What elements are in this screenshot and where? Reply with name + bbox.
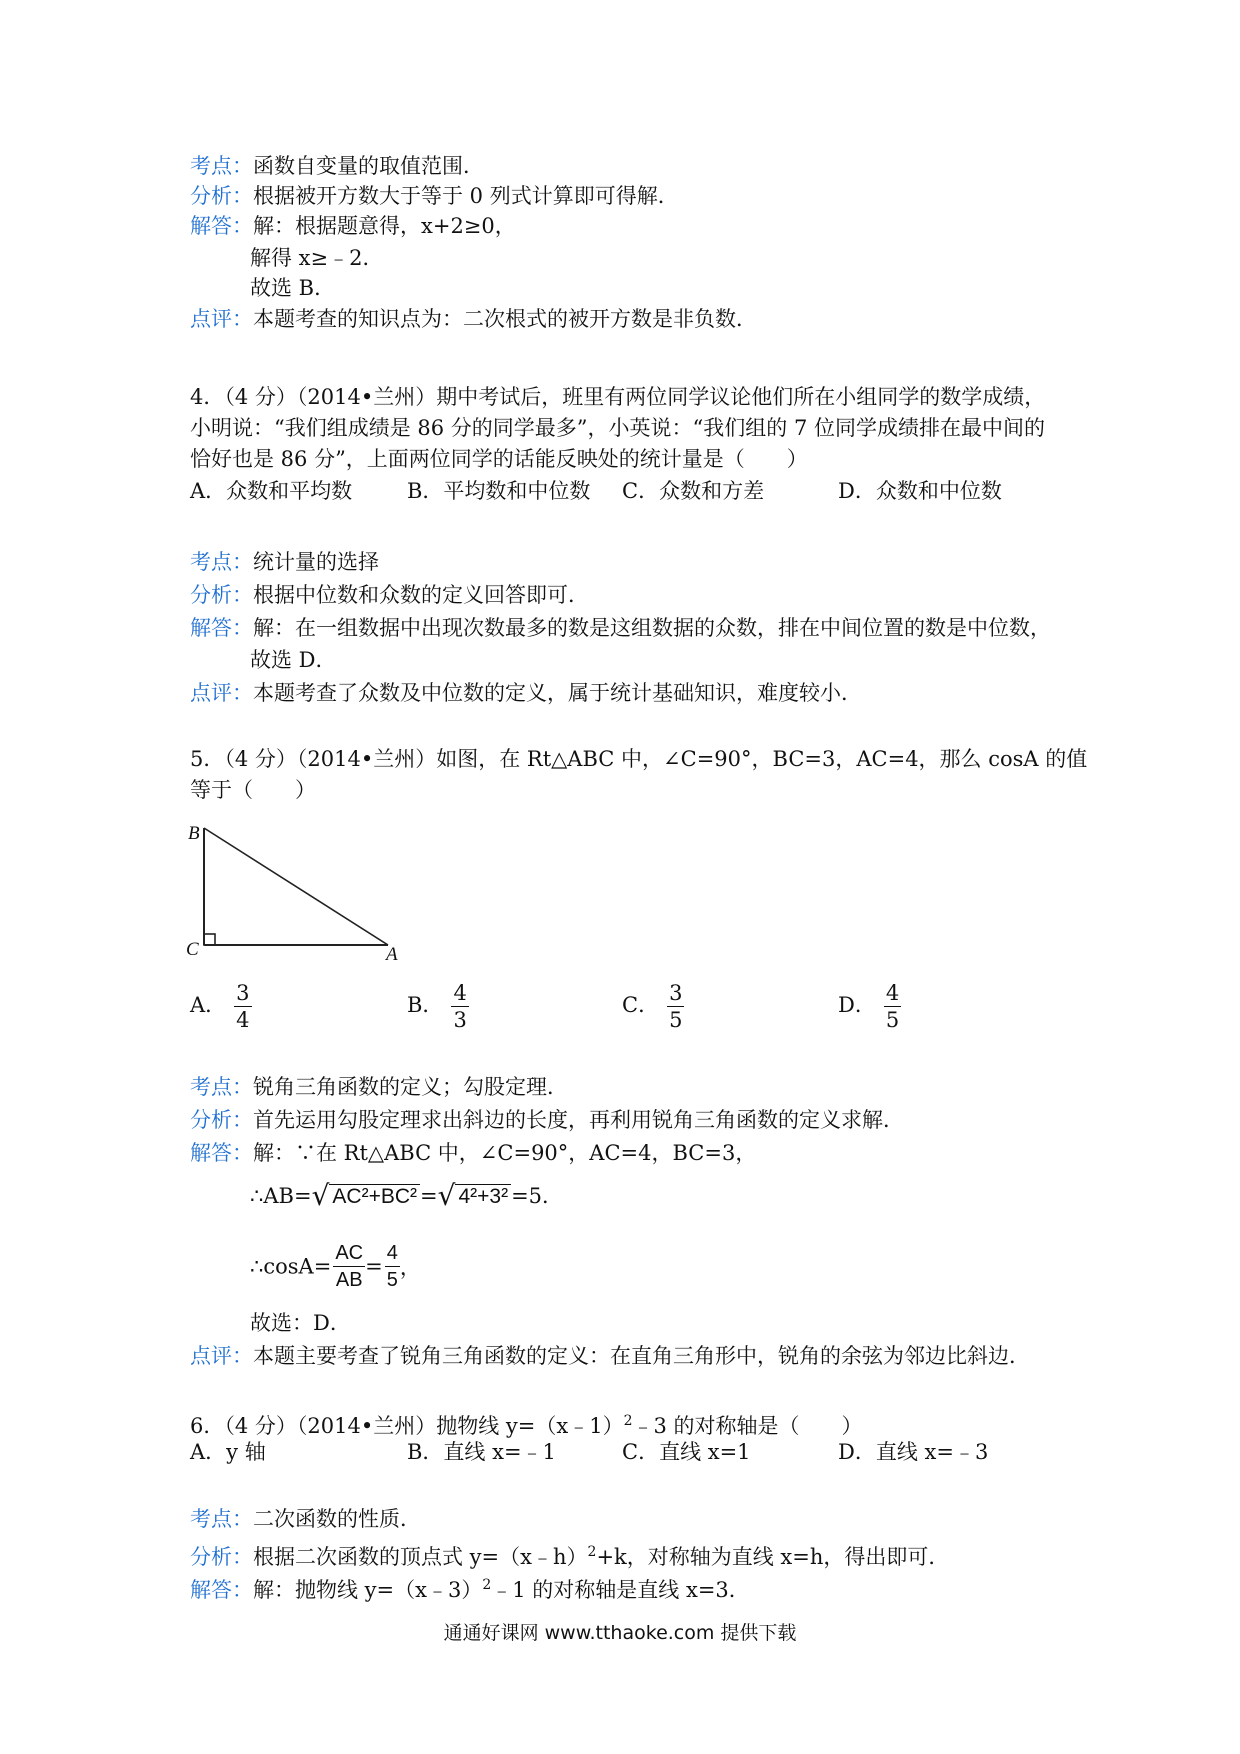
sqrt-icon: √ xyxy=(311,1179,330,1212)
kaodian-text: 二次函数的性质． xyxy=(253,1507,421,1531)
fenxi-line xyxy=(190,1105,904,1135)
fraction xyxy=(385,1240,400,1293)
option-fraction xyxy=(234,980,251,1033)
fraction-numerator: 3 xyxy=(669,981,683,1005)
right-angle-mark xyxy=(204,934,215,945)
fraction-numerator: 4 xyxy=(885,981,900,1005)
equation-prefix: ∴cosA= xyxy=(250,1254,332,1279)
jieda-line xyxy=(190,1570,750,1605)
question-stem: 4．（4 分）（2014•兰州）期中考试后，班里有两位同学议论他们所在小组同学的数学成绩， xyxy=(190,385,1046,409)
side-ab xyxy=(204,828,388,945)
kaodian-label: 考点： xyxy=(190,154,253,178)
option-d: D．众数和中位数 xyxy=(838,479,1002,503)
page-footer: 通通好课网 www.tthaoke.com 提供下载 xyxy=(443,1622,797,1644)
dianping-line xyxy=(190,678,862,708)
option-d: D．直线 x=﹣3 xyxy=(838,1440,989,1464)
option-fraction xyxy=(451,980,468,1033)
fenxi-line xyxy=(190,580,589,610)
equation-prefix: ∴AB= xyxy=(250,1184,312,1208)
jieda-label: 解答： xyxy=(190,616,253,640)
jieda-label: 解答： xyxy=(190,1141,253,1165)
fraction-denominator: 5 xyxy=(885,1008,900,1032)
dianping-label: 点评： xyxy=(190,1344,253,1368)
option-letter: C． xyxy=(622,993,660,1017)
kaodian-label: 考点： xyxy=(190,1507,253,1531)
fenxi-label: 分析： xyxy=(190,184,253,208)
kaodian-text: 锐角三角函数的定义；勾股定理． xyxy=(253,1075,568,1099)
option-a: A．众数和平均数 xyxy=(190,479,353,503)
fraction-denominator: 4 xyxy=(236,1008,250,1032)
option-c xyxy=(622,980,684,1033)
jieda-text: 解：抛物线 y=（x﹣3） xyxy=(253,1578,483,1602)
jieda-line xyxy=(190,613,1051,643)
fraction-denominator: AB xyxy=(335,1269,363,1291)
kaodian-line xyxy=(190,1504,421,1534)
vertex-c-label: C xyxy=(186,939,199,960)
fenxi-label: 分析： xyxy=(190,583,253,607)
equals-sign: = xyxy=(365,1254,383,1279)
jieda-text: 故选 D． xyxy=(250,648,337,672)
vertex-b-label: B xyxy=(188,823,200,844)
option-c: C．众数和方差 xyxy=(622,479,765,503)
option-fraction xyxy=(667,980,684,1033)
option-letter: A． xyxy=(190,993,227,1017)
fraction-numerator: 3 xyxy=(236,981,250,1005)
question-stem xyxy=(190,1406,863,1441)
dianping-label: 点评： xyxy=(190,307,253,331)
jieda-text: 故选 B． xyxy=(250,276,336,300)
fraction xyxy=(333,1240,365,1293)
superscript: 2 xyxy=(623,1413,633,1429)
fenxi-text: 根据被开方数大于等于 0 列式计算即可得解． xyxy=(253,184,679,208)
option-letter: B． xyxy=(407,993,444,1017)
cos-equation xyxy=(250,1240,421,1296)
option-c: C．直线 x=1 xyxy=(622,1440,751,1464)
fraction-denominator: 3 xyxy=(453,1008,467,1032)
superscript: 2 xyxy=(587,1544,597,1560)
dianping-label: 点评： xyxy=(190,681,253,705)
kaodian-label: 考点： xyxy=(190,1075,253,1099)
jieda-label: 解答： xyxy=(190,214,253,238)
fenxi-label: 分析： xyxy=(190,1108,253,1132)
equals-sign: = xyxy=(420,1184,438,1208)
option-b: B．直线 x=﹣1 xyxy=(407,1440,556,1464)
dianping-line xyxy=(190,304,757,334)
option-a xyxy=(190,980,252,1033)
fenxi-text: +k，对称轴为直线 x=h，得出即可． xyxy=(596,1545,950,1569)
option-b: B．平均数和中位数 xyxy=(407,479,591,503)
dianping-line xyxy=(190,1341,1030,1371)
superscript: 2 xyxy=(482,1577,492,1593)
dianping-text: 本题考查的知识点为：二次根式的被开方数是非负数． xyxy=(253,307,757,331)
question-stem: 5．（4 分）（2014•兰州）如图，在 Rt△ABC 中，∠C=90°，BC=3，AC=4，那么 cosA 的值 xyxy=(190,747,1088,771)
jieda-text: 解：在一组数据中出现次数最多的数是这组数据的众数，排在中间位置的数是中位数， xyxy=(253,616,1051,640)
kaodian-line xyxy=(190,547,379,577)
question-stem: 恰好也是 86 分”，上面两位同学的话能反映处的统计量是（ ） xyxy=(190,447,808,471)
option-fraction xyxy=(884,980,901,1033)
option-letter: D． xyxy=(838,993,876,1017)
vertex-a-label: A xyxy=(386,944,398,965)
fraction-denominator: 5 xyxy=(386,1269,398,1291)
question-stem: 等于（ ） xyxy=(190,778,316,802)
ab-equation xyxy=(250,1178,563,1214)
jieda-line xyxy=(190,1138,756,1168)
kaodian-line xyxy=(190,1072,568,1102)
jieda-text: ﹣1 的对称轴是直线 x=3． xyxy=(491,1578,750,1602)
option-b xyxy=(407,980,469,1033)
fenxi-label: 分析： xyxy=(190,1545,253,1569)
dianping-text: 本题主要考查了锐角三角函数的定义：在直角三角形中，锐角的余弦为邻边比斜边． xyxy=(253,1344,1030,1368)
equation-result: =5． xyxy=(511,1184,564,1208)
fraction-denominator: 5 xyxy=(669,1008,683,1032)
fenxi-text: 首先运用勾股定理求出斜边的长度，再利用锐角三角函数的定义求解． xyxy=(253,1108,904,1132)
fenxi-text: 根据二次函数的顶点式 y=（x﹣h） xyxy=(253,1545,588,1569)
fraction-numerator: 4 xyxy=(453,981,467,1005)
kaodian-label: 考点： xyxy=(190,550,253,574)
radicand: AC²+BC² xyxy=(329,1184,420,1208)
kaodian-text: 函数自变量的取值范围． xyxy=(253,154,484,178)
jieda-text: 解得 x≥﹣2． xyxy=(250,246,384,270)
kaodian-line xyxy=(190,151,484,181)
triangle-figure xyxy=(180,815,410,965)
stem-text: ﹣3 的对称轴是（ ） xyxy=(632,1414,863,1438)
jieda-label: 解答： xyxy=(190,1578,253,1602)
question-stem: 小明说：“我们组成绩是 86 分的同学最多”，小英说：“我们组的 7 位同学成绩排在最中间的 xyxy=(190,416,1045,440)
option-a: A．y 轴 xyxy=(190,1440,266,1464)
fenxi-line xyxy=(190,181,679,211)
kaodian-text: 统计量的选择 xyxy=(253,550,379,574)
fraction-numerator: AC xyxy=(333,1240,365,1267)
stem-text: 6．（4 分）（2014•兰州）抛物线 y=（x﹣1） xyxy=(190,1414,624,1438)
fraction-numerator: 4 xyxy=(385,1240,400,1267)
option-d xyxy=(838,980,901,1033)
jieda-text: 故选：D． xyxy=(250,1311,351,1335)
sqrt-icon: √ xyxy=(437,1179,456,1212)
radicand: 4²+3² xyxy=(455,1184,511,1208)
fenxi-text: 根据中位数和众数的定义回答即可． xyxy=(253,583,589,607)
jieda-line xyxy=(190,211,516,241)
jieda-text: 解：根据题意得，x+2≥0， xyxy=(253,214,516,238)
dianping-text: 本题考查了众数及中位数的定义，属于统计基础知识，难度较小． xyxy=(253,681,862,705)
equation-suffix: ， xyxy=(399,1255,421,1280)
fenxi-line xyxy=(190,1537,949,1572)
jieda-text: 解：∵在 Rt△ABC 中，∠C=90°，AC=4，BC=3， xyxy=(253,1141,757,1165)
